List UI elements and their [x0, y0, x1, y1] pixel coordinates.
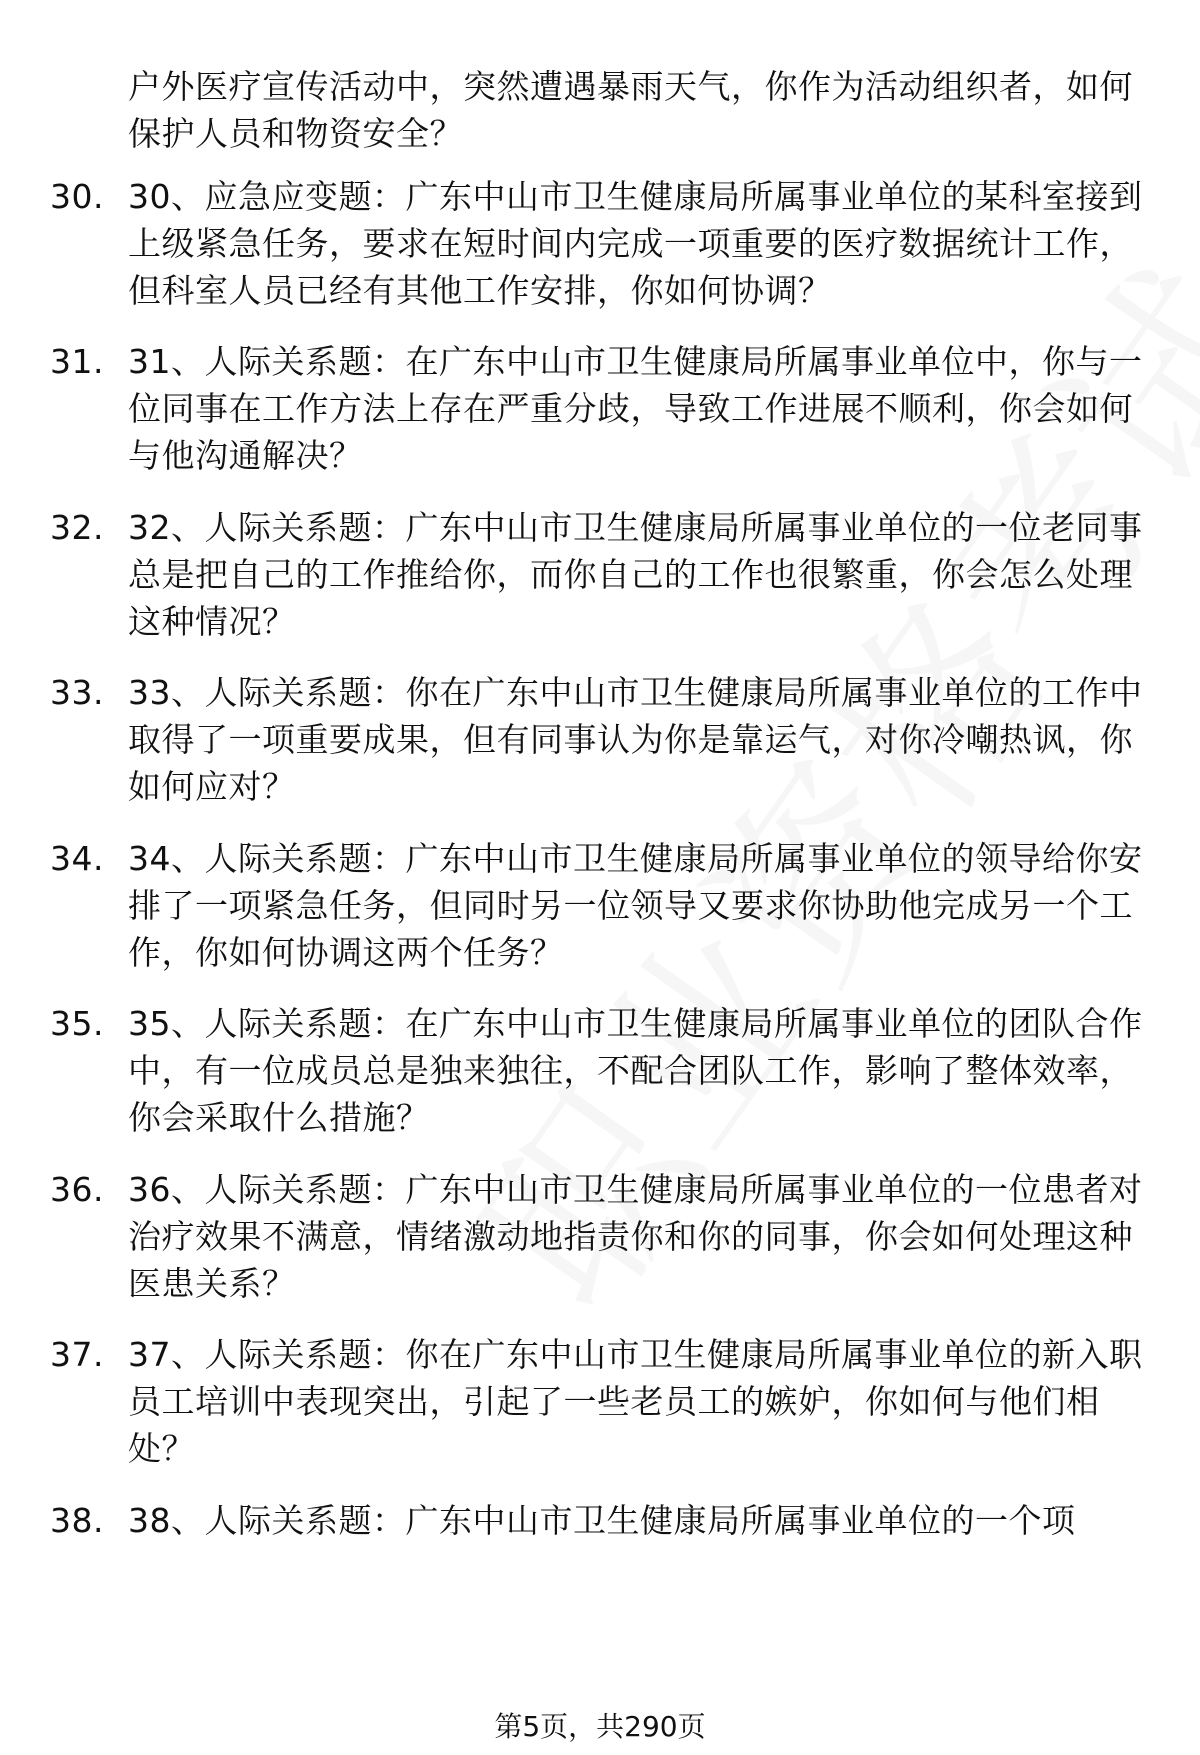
item-text: 32、人际关系题：广东中山市卫生健康局所属事业单位的一位老同事总是把自己的工作推给你，而你自己的工作也很繁重，你会怎么处理这种情况？	[128, 508, 1143, 641]
item-number: 36.	[50, 1170, 104, 1209]
item-number: 30.	[50, 177, 104, 216]
item-number: 31.	[50, 342, 104, 381]
page-footer: 第5页，共290页	[494, 1710, 706, 1743]
list-item	[50, 338, 1160, 479]
item-number: 37.	[50, 1335, 104, 1374]
item-text: 30、应急应变题：广东中山市卫生健康局所属事业单位的某科室接到上级紧急任务，要求在短时间内完成一项重要的医疗数据统计工作，但科室人员已经有其他工作安排，你如何协调？	[128, 177, 1143, 310]
list-item	[50, 1497, 1160, 1544]
item-text: 38、人际关系题：广东中山市卫生健康局所属事业单位的一个项	[128, 1501, 1076, 1540]
item-text: 33、人际关系题：你在广东中山市卫生健康局所属事业单位的工作中取得了一项重要成果，但有同事认为你是靠运气，对你冷嘲热讽，你如何应对？	[128, 673, 1143, 806]
item-number: 38.	[50, 1501, 104, 1540]
list-item	[50, 835, 1160, 976]
item-text: 36、人际关系题：广东中山市卫生健康局所属事业单位的一位患者对治疗效果不满意，情绪激动地指责你和你的同事，你会如何处理这种医患关系？	[128, 1170, 1143, 1303]
item-text: 34、人际关系题：广东中山市卫生健康局所属事业单位的领导给你安排了一项紧急任务，但同时另一位领导又要求你协助他完成另一个工作，你如何协调这两个任务？	[128, 839, 1143, 972]
list-item	[50, 669, 1160, 810]
item-text: 37、人际关系题：你在广东中山市卫生健康局所属事业单位的新入职员工培训中表现突出，引起了一些老员工的嫉妒，你如何与他们相处？	[128, 1335, 1143, 1468]
question-continuation: 户外医疗宣传活动中，突然遭遇暴雨天气，你作为活动组织者，如何保护人员和物资安全？	[128, 67, 1133, 153]
item-number: 34.	[50, 839, 104, 878]
list-item	[50, 1000, 1160, 1141]
list-item	[50, 173, 1160, 314]
item-text: 35、人际关系题：在广东中山市卫生健康局所属事业单位的团队合作中，有一位成员总是独来独往，不配合团队工作，影响了整体效率，你会采取什么措施？	[128, 1004, 1143, 1137]
item-number: 35.	[50, 1004, 104, 1043]
list-item	[50, 1331, 1160, 1472]
list-item	[50, 1166, 1160, 1307]
item-number: 33.	[50, 673, 104, 712]
item-number: 32.	[50, 508, 104, 547]
item-text: 31、人际关系题：在广东中山市卫生健康局所属事业单位中，你与一位同事在工作方法上存在严重分歧，导致工作进展不顺利，你会如何与他沟通解决？	[128, 342, 1143, 475]
list-item	[50, 504, 1160, 645]
